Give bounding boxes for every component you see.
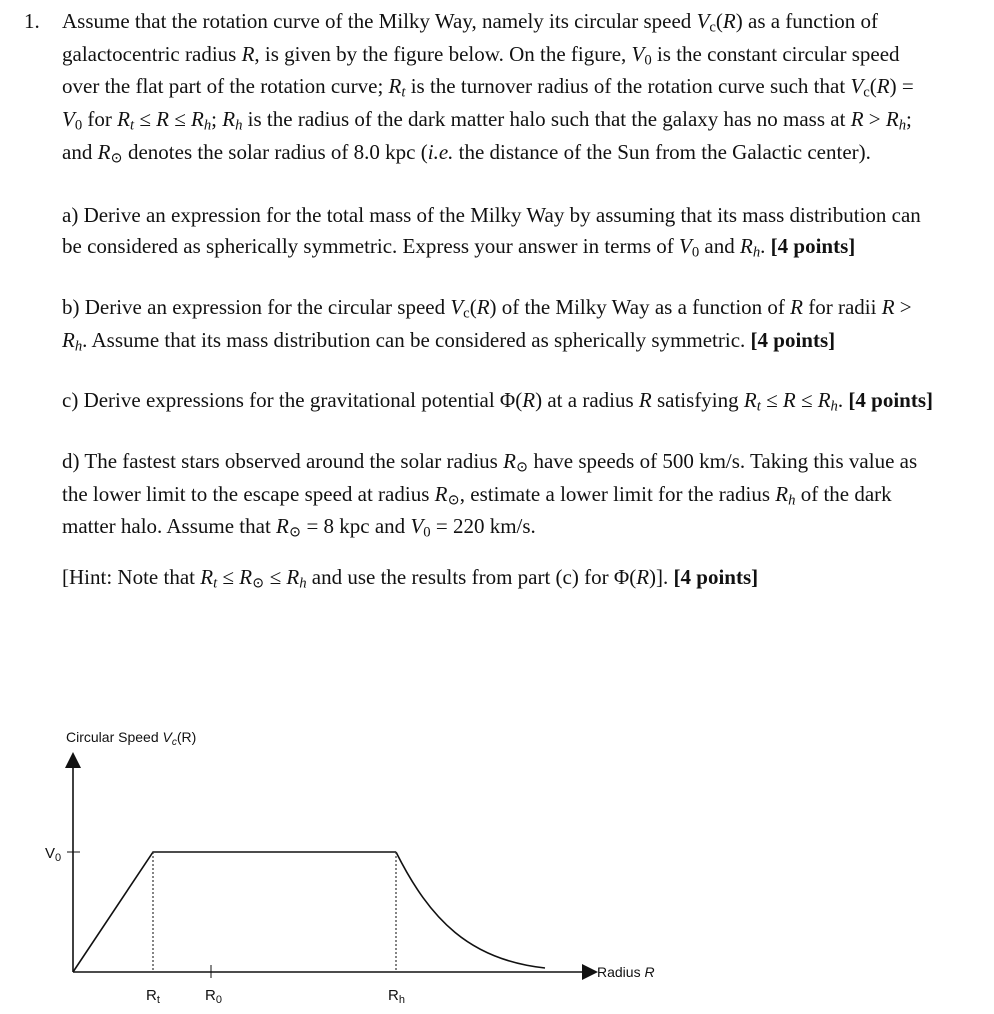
- x-axis-label: Radius R: [597, 964, 655, 980]
- hint-points: [4 points]: [673, 565, 759, 590]
- ro-label: $R_0$: [205, 987, 222, 1006]
- hint: [Hint: Note that $R_t$ ≤ R⊙ ≤ $R_h$ and use the results from part (c) for Φ(R)]. [4 points]: [62, 565, 759, 592]
- rotation-curve-figure: [0, 720, 994, 1014]
- part-c: c) Derive expressions for the gravitational potential Φ(R) at a radius R satisfying $R_t \le R \le R_h$. [4 points]: [62, 388, 933, 415]
- part-a-points: [4 points]: [770, 234, 856, 259]
- problem-intro: Assume that the rotation curve of the Milky Way, namely its circular speed $V_c(R)$ as a function of galactocentric radius R, is given by the figure below. On the figure, $V_0$ is the constant circular speed over the flat part of the rotation curve; $R_t$ is the turnover radius of the rotation curve such that $V_c(R) = V_0$ for $R_t \le R \le R_h$; $R_h$ is the radius of the dark matter halo such that the galaxy has no mass at $R > R_h$; and R⊙ denotes the solar radius of 8.0 kpc (i.e. the distance of the Sun from the Galactic center).: [62, 9, 914, 167]
- part-a: a) Derive an expression for the total mass of the Milky Way by assuming that its mass distribution can be considered as spherically symmetric. Express your answer in terms of $V_0$ and $R_h$. [4 points]: [62, 202, 921, 261]
- problem-1: [24, 6, 934, 623]
- y-axis-label: Circular Speed $V_c(R)$: [66, 729, 197, 748]
- part-b: b) Derive an expression for the circular speed $V_c(R)$ of the Milky Way as a function of R for radii $R > R_h$. Assume that its mass distribution can be considered as spherically symmetric. [4 points]: [62, 294, 912, 355]
- problem-number: 1.: [24, 9, 40, 33]
- rotation-curve-rising-and-flat: [73, 852, 396, 972]
- rotation-curve-keplerian-decline: [396, 852, 545, 968]
- rt-label: $R_t$: [146, 987, 160, 1006]
- rh-label: $R_h$: [388, 987, 405, 1006]
- part-c-points: [4 points]: [848, 388, 933, 413]
- part-b-points: [4 points]: [750, 327, 836, 352]
- v0-label: $V_0$: [45, 845, 62, 864]
- part-d: d) The fastest stars observed around the solar radius R⊙ have speeds of 500 km/s. Taking this value as the lower limit to the escape speed at radius R⊙, estimate a lower limit for the radius $R_h$ of the dark matter halo. Assume that R⊙ = 8 kpc and $V_0 = 220$ km/s.: [62, 448, 918, 542]
